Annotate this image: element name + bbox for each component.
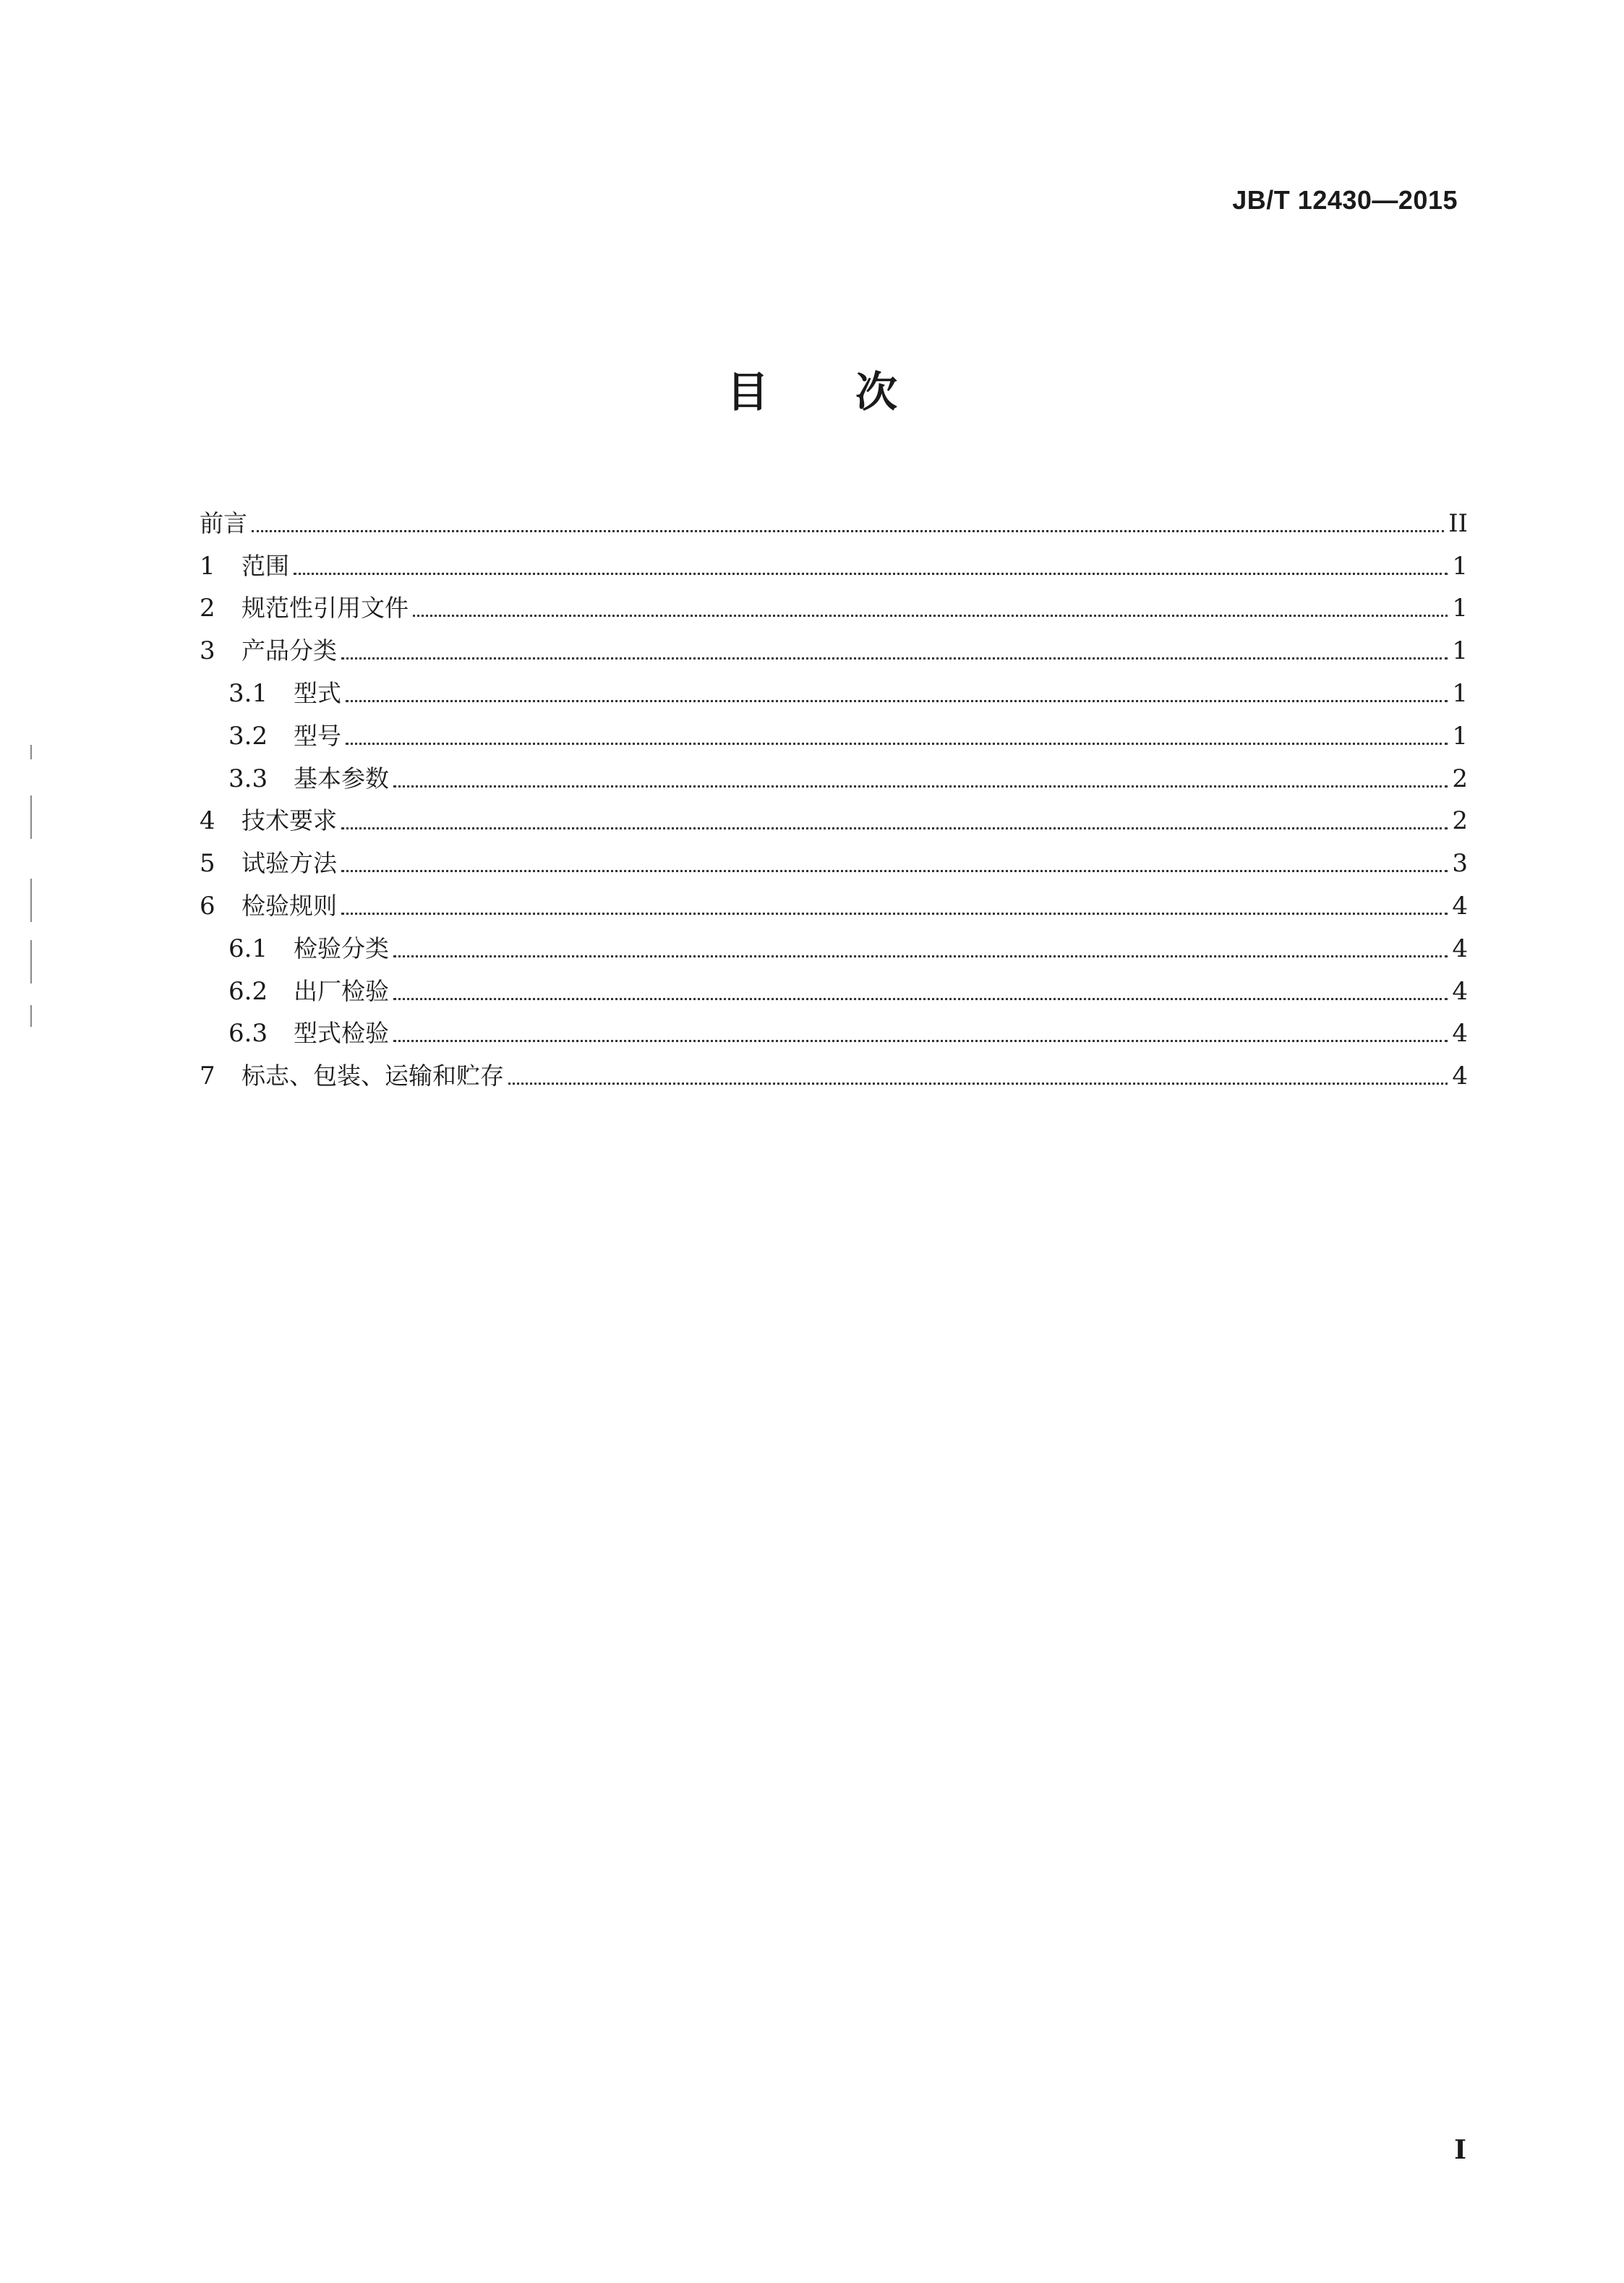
toc-entry-number: 6.1 xyxy=(228,934,268,963)
toc-entry-number: 6.2 xyxy=(228,976,268,1006)
toc-entry[interactable] xyxy=(200,496,1468,539)
toc-entry-page: 1 xyxy=(1452,594,1468,623)
toc-entry-label: 产品分类 xyxy=(242,636,337,665)
toc-entry-label: 前言 xyxy=(200,508,247,537)
toc-entry-page: 1 xyxy=(1452,678,1468,708)
toc-entry-page: 1 xyxy=(1452,636,1468,666)
toc-dot-leader xyxy=(393,998,1448,1000)
toc-entry-page: 4 xyxy=(1452,891,1468,921)
toc-entry[interactable] xyxy=(200,794,1468,837)
toc-entry[interactable] xyxy=(200,1007,1468,1049)
toc-entry-page: 4 xyxy=(1452,976,1468,1006)
toc-entry[interactable] xyxy=(200,581,1468,624)
scan-edge-mark xyxy=(30,795,32,839)
page-number: I xyxy=(1454,2135,1466,2165)
toc-dot-leader xyxy=(393,785,1448,788)
toc-entry[interactable] xyxy=(200,666,1468,709)
toc-entry-label: 技术要求 xyxy=(242,806,337,835)
scan-edge-mark xyxy=(30,1005,32,1027)
toc-entry[interactable] xyxy=(200,964,1468,1007)
toc-entry-number: 6.3 xyxy=(228,1019,268,1049)
standard-code: JB/T 12430—2015 xyxy=(1232,185,1458,215)
toc-entry[interactable] xyxy=(200,921,1468,964)
table-of-contents xyxy=(200,496,1468,1091)
toc-entry[interactable] xyxy=(200,623,1468,666)
toc-entry-label: 型式检验 xyxy=(294,1019,389,1048)
toc-dot-leader xyxy=(346,700,1448,702)
toc-entry-number: 5 xyxy=(200,849,215,879)
toc-dot-leader xyxy=(294,573,1448,575)
scan-edge-mark xyxy=(30,940,32,983)
toc-entry-number: 6 xyxy=(200,891,215,921)
toc-entry-label: 型号 xyxy=(294,721,341,750)
toc-entry-label: 检验分类 xyxy=(294,934,389,963)
toc-dot-leader xyxy=(341,657,1448,660)
toc-dot-leader xyxy=(508,1083,1448,1085)
toc-entry-page: 4 xyxy=(1452,1019,1468,1049)
toc-dot-leader xyxy=(346,743,1448,745)
toc-dot-leader xyxy=(341,870,1448,872)
scan-edge-mark xyxy=(30,745,32,759)
toc-entry-label: 范围 xyxy=(242,551,289,580)
toc-entry-number: 1 xyxy=(200,551,215,581)
toc-entry-page: 2 xyxy=(1452,806,1468,836)
toc-entry-number: 3.1 xyxy=(228,678,268,708)
toc-entry-label: 标志、包装、运输和贮存 xyxy=(242,1062,504,1091)
toc-entry-number: 7 xyxy=(200,1062,215,1091)
toc-entry-page: 4 xyxy=(1452,934,1468,963)
toc-entry-page: 2 xyxy=(1452,764,1468,793)
toc-entry[interactable] xyxy=(200,751,1468,794)
toc-entry-page: 1 xyxy=(1452,721,1468,751)
toc-dot-leader xyxy=(252,530,1444,532)
toc-entry-label: 检验规则 xyxy=(242,891,337,920)
toc-entry[interactable] xyxy=(200,539,1468,581)
scan-edge-mark xyxy=(30,879,32,922)
toc-dot-leader xyxy=(341,827,1448,829)
toc-dot-leader xyxy=(341,913,1448,915)
toc-entry-label: 出厂检验 xyxy=(294,976,389,1005)
toc-entry-label: 规范性引用文件 xyxy=(242,594,409,623)
toc-dot-leader xyxy=(413,615,1448,617)
toc-entry-page: 1 xyxy=(1452,551,1468,581)
toc-entry-label: 基本参数 xyxy=(294,764,389,793)
toc-entry[interactable] xyxy=(200,836,1468,879)
toc-entry-label: 型式 xyxy=(294,678,341,707)
toc-entry[interactable] xyxy=(200,879,1468,921)
toc-entry-number: 2 xyxy=(200,594,215,623)
toc-dot-leader xyxy=(393,955,1448,957)
toc-entry-number: 3.2 xyxy=(228,721,268,751)
toc-entry[interactable] xyxy=(200,1049,1468,1091)
toc-entry-page: 3 xyxy=(1452,849,1468,879)
toc-dot-leader xyxy=(393,1040,1448,1042)
page-title: 目次 xyxy=(726,367,984,417)
toc-entry[interactable] xyxy=(200,709,1468,751)
toc-entry-number: 3 xyxy=(200,636,215,666)
toc-entry-page: 4 xyxy=(1452,1062,1468,1091)
toc-entry-number: 3.3 xyxy=(228,764,268,793)
toc-entry-page: II xyxy=(1448,508,1468,538)
toc-entry-number: 4 xyxy=(200,806,215,836)
toc-entry-label: 试验方法 xyxy=(242,849,337,878)
